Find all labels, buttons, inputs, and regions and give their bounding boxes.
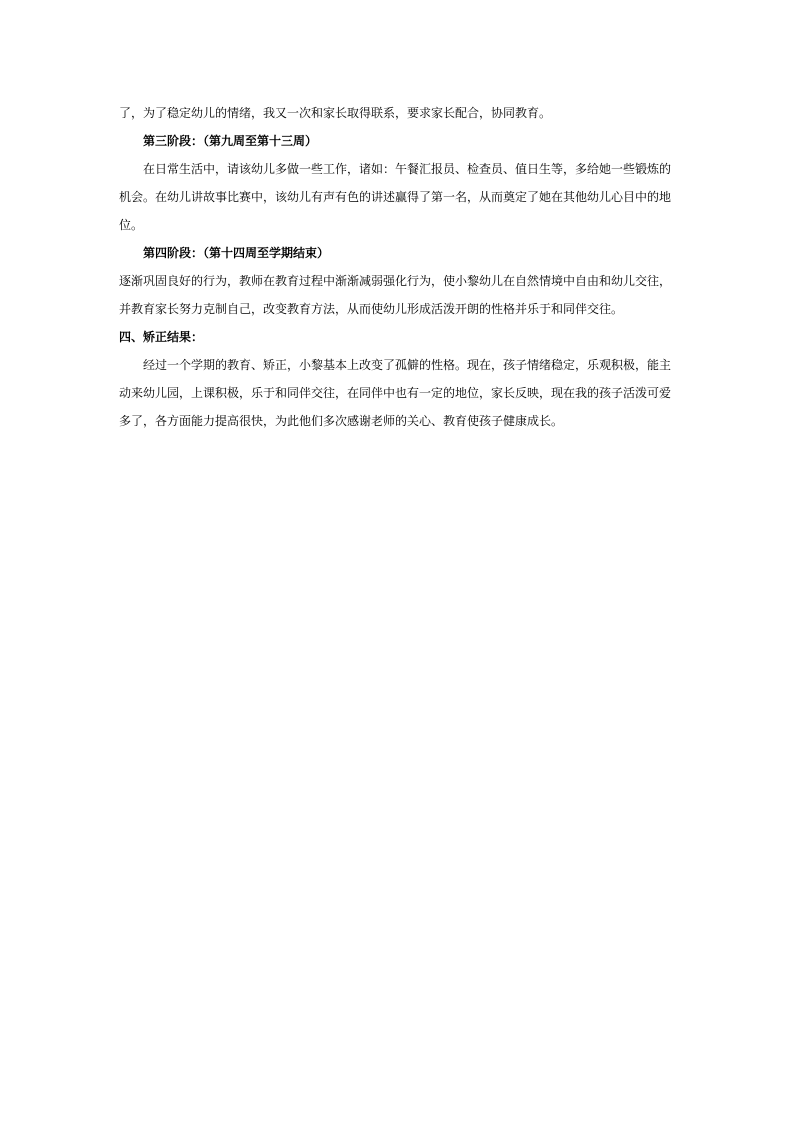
stage-four-paragraph: 逐渐巩固良好的行为，教师在教育过程中渐渐减弱强化行为，使小黎幼儿在自然情境中自由和幼儿交往，并教育家长努力克制自己，改变教育方法，从而使幼儿形成活泼开朗的性格并乐于和同伴交往。: [119, 274, 672, 316]
stage-three-heading: 第三阶段：（第九周至第十三周）: [143, 134, 318, 148]
result-paragraph: 经过一个学期的教育、矫正，小黎基本上改变了孤僻的性格。现在，孩子情绪稳定，乐观积极，能主动来幼儿园，上课积极，乐于和同伴交往，在同伴中也有一定的地位，家长反映，现在我的孩子活泼可爱多了，各方面能力提高很快，为此他们多次感谢老师的关心、教育使孩子健康成长。: [119, 358, 672, 428]
document-body: [119, 99, 679, 435]
paragraph-continuation: 了，为了稳定幼儿的情绪，我又一次和家长取得联系，要求家长配合，协同教育。: [119, 106, 552, 120]
section-four-heading: 四、矫正结果：: [119, 330, 204, 344]
stage-three-paragraph: 在日常生活中，请该幼儿多做一些工作，诸如：午餐汇报员、检查员、值日生等，多给她一些锻炼的机会。在幼儿讲故事比赛中，该幼儿有声有色的讲述赢得了第一名，从而奠定了她在其他幼儿心目中的地位。: [119, 162, 672, 232]
stage-four-heading: 第四阶段：（第十四周至学期结束）: [143, 246, 330, 260]
